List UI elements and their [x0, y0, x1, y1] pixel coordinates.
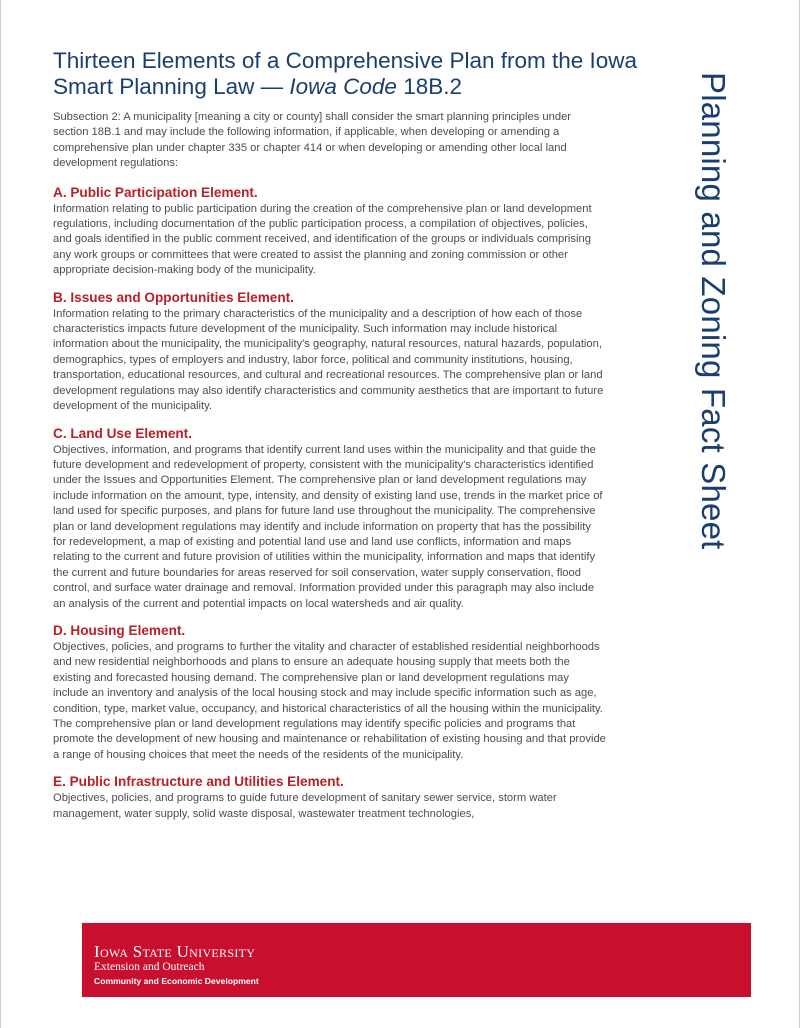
intro-paragraph: Subsection 2: A municipality [meaning a city or county] shall consider the smart planning principles under section 18B.1 and may include the following information, if applicable, when developing or amending a comprehensive plan under chapter 335 or chapter 414 or when developing or amending other local land development regulations: [53, 111, 572, 170]
section-land-use [53, 425, 606, 612]
footer-banner [82, 923, 751, 997]
section-heading: C. Land Use Element. [53, 425, 192, 441]
university-wordmark: Iowa State University [94, 942, 256, 961]
section-body: Objectives, policies, and programs to further the vitality and character of established residential neighborhoods and new residential neighborhoods and plans to ensure an adequate housing supply that meets both the existing and forecasted housing demand. The comprehensive plan or land development regulations may include an inventory and analysis of the local housing stock and may include specific information such as age, condition, type, market value, occupancy, and historical characteristics of all the housing within the municipality. The comprehensive plan or land development regulations may identify specific policies and programs that promote the development of new housing and maintenance or rehabilitation of existing housing and that provide a range of housing choices that meet the needs of the residents of the municipality. [53, 640, 606, 761]
section-heading: E. Public Infrastructure and Utilities Element. [53, 774, 344, 790]
section-heading: B. Issues and Opportunities Element. [53, 289, 294, 305]
title-code-number: 18B.2 [396, 74, 463, 99]
page-title [53, 48, 653, 100]
title-code-italic: Iowa Code [289, 74, 397, 99]
section-public-participation [53, 184, 606, 279]
title-main: Thirteen Elements of a Comprehensive Plan from the Iowa Smart Planning Law — [53, 48, 638, 99]
section-public-infrastructure [53, 773, 606, 822]
section-housing [53, 622, 606, 763]
section-heading: D. Housing Element. [53, 622, 186, 638]
section-heading: A. Public Participation Element. [53, 184, 258, 200]
extension-subtitle: Extension and Outreach [94, 961, 205, 973]
main-content [53, 110, 606, 832]
section-body: Information relating to the primary characteristics of the municipality and a description of how each of those characteristics impacts future development of the municipality. Such information may include historical information about the municipality, the municipality's geography, natural resources, natural hazards, population, demographics, types of employers and industry, labor force, political and community institutions, housing, transportation, educational resources, and cultural and recreational resources. The comprehensive plan or land development regulations may also identify characteristics and community aesthetics that are important to future development of the municipality. [53, 307, 604, 413]
department-name: Community and Economic Development [94, 976, 259, 986]
section-body: Information relating to public participation during the creation of the comprehensive plan or land development regulations, including documentation of the public participation process, a compilation of objectives, policies, and goals identified in the public comment received, and identification of the groups or individuals comprising any work groups or committees that were created to assist the planning and zoning commission or other appropriate decision-making body of the municipality. [53, 202, 592, 277]
section-body: Objectives, information, and programs that identify current land uses within the municipality and that guide the future development and redevelopment of property, consistent with the municipality's characteristics identified under the Issues and Opportunities Element. The comprehensive plan or land development regulations may include information on the amount, type, intensity, and density of existing land use, trends in the market price of land used for specific purposes, and plans for future land use throughout the municipality. The comprehensive plan or land development regulations may identify and include information on property that has the possibility for redevelopment, a map of existing and potential land use and land use conflicts, information and maps relating to the current and future provision of utilities within the municipality, information and maps that identify the current and future boundaries for areas reserved for soil conservation, water supply conservation, flood control, and surface water drainage and removal. Information provided under this paragraph may also include an analysis of the current and potential impacts on local watersheds and air quality. [53, 443, 603, 610]
section-body: Objectives, policies, and programs to guide future development of sanitary sewer service, storm water management, water supply, solid waste disposal, wastewater treatment technologies, [53, 792, 557, 820]
side-title: Planning and Zoning Fact Sheet [695, 72, 732, 550]
section-issues-opportunities [53, 289, 606, 415]
